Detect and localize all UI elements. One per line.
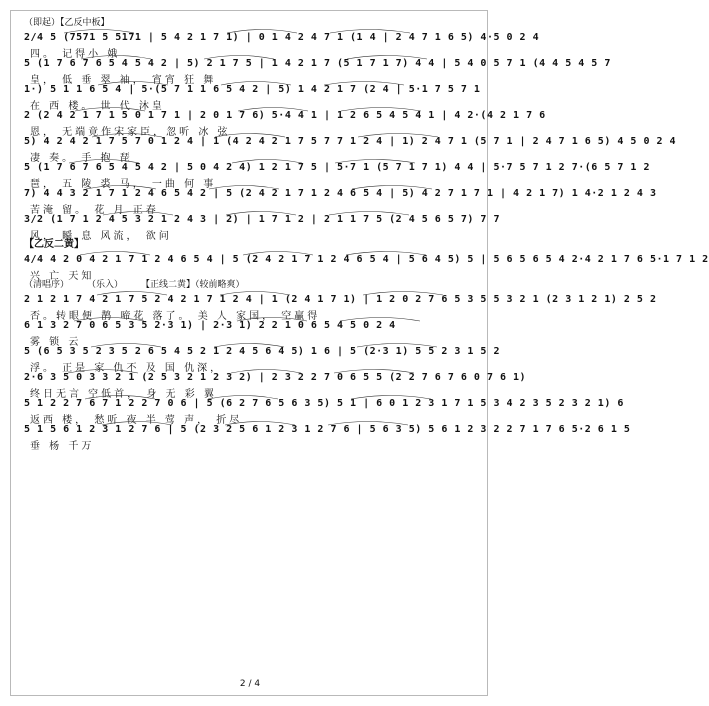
lyric-line: 四。 记得小 娥 bbox=[30, 49, 121, 60]
system-row bbox=[24, 108, 546, 138]
notation-line: 2·6 3 5 0 3 3 2 1 (2 5 3 2 1 2 3 2) | 2 3 2 2 7 0 6 5 5 (2 2 7 6 7 6 0 7 6 1) bbox=[24, 372, 527, 383]
system-row bbox=[24, 344, 500, 374]
notation-line: 1·) 5 1 1 6 5 4 | 5·(5 7 1 1 6 5 4 2 | 5) 1 4 2 1 7 (2 4 | 5·1 7 5 7 1 bbox=[24, 84, 481, 95]
annotation-music-in: （乐入） bbox=[87, 280, 124, 290]
lyric-line: 否。转眼便 鹊 啼花 落了。 美 人 家国， 空赢得 bbox=[30, 311, 321, 322]
system-row bbox=[24, 160, 650, 190]
system-row bbox=[24, 396, 624, 426]
system-row bbox=[24, 30, 540, 60]
system-row bbox=[24, 186, 657, 216]
tempo-marking: （即起） bbox=[24, 18, 61, 28]
lyric-line: 皇， 低 垂 翠 袖， 宵宵 狂 舞 bbox=[30, 75, 217, 86]
notation-line: 2 1 2 1 7 4 2 1 7 5 2 4 2 1 7 1 2 4 | 1 (2 4 1 7 1) | 1 2 0 2 7 6 5 3 5 5 3 2 1 (2 3 1 2 1) 2 5 2 bbox=[24, 294, 657, 305]
notation-line: 6 1 3 2 7 0 6 5 3 5 2·3 1) | 2·3 1) 2 2 1 0 6 5 4 5 0 2 4 bbox=[24, 320, 396, 331]
lyric-line: 垂 杨 千万 bbox=[30, 441, 95, 452]
lyric-line: 在 西 楼。 世 代 沐皇 bbox=[30, 101, 165, 112]
lyric-line: 浮。 正是 家 仇不 及 国 仇深， bbox=[30, 363, 224, 374]
page-number-text: 2 / 4 bbox=[239, 679, 261, 689]
notation-line: 5 (1 7 6 7 6 5 4 5 4 2 | 5) 2 1 7 5 | 1 4 2 1 7 (5 1 7 1 7) 4 4 | 5 4 0 5 7 1 (4 4 5 4 5 7 bbox=[24, 58, 611, 69]
lyric-line: 返西 楼， 愁听 夜 半 莺 声， 折尽 bbox=[30, 415, 243, 426]
lyric-line: 凄 奏。 手 抱 琵 bbox=[30, 153, 133, 164]
annotation-clear-singing: （清唱序） bbox=[24, 280, 70, 290]
system-row bbox=[24, 134, 677, 164]
notation-line: 2/4 5 (7571 5 5171 | 5 4 2 1 7 1) | 0 1 4 2 4 7 1 (1 4 | 2 4 7 1 6 5) 4·5 0 2 4 bbox=[24, 32, 540, 43]
section-header-3: 【正线二黄】 bbox=[141, 280, 196, 290]
system-row bbox=[24, 370, 527, 400]
section-title: 【乙反中板】 bbox=[60, 18, 110, 28]
notation-line: 3/2 (1 7 1 2 4 5 3 2 1 2 4 3 | 2) | 1 7 1 2 | 2 1 1 7 5 (2 4 5 6 5 7) 7 7 bbox=[24, 214, 500, 225]
section-header-1 bbox=[24, 16, 480, 30]
system-row bbox=[24, 422, 631, 452]
notation-line: 5) 4 2 4 2 1 7 5 7 0 1 2 4 | 1 (4 2 4 2 1 7 5 7 7 1 2 4 | 1) 2 4 7 1 (5 7 1 | 2 4 7 1 6 5) 4 5 0 2 4 bbox=[24, 136, 677, 147]
lyric-line: 兴 亡 天知 bbox=[30, 271, 95, 282]
notation-line: 2 (2 4 2 1 7 1 5 0 1 7 1 | 2 0 1 7 6) 5·4 4 1 | 1 2 6 5 4 5 4 1 | 4 2·(4 2 1 7 6 bbox=[24, 110, 546, 121]
notation-line: 5 1 2 2 7 6 7 1 2 2 7 0 6 | 5 (6 2 7 6 5 6 3 5) 5 1 | 6 0 1 2 3 1 7 1 5 3 4 2 3 5 2 3 2 1) 6 bbox=[24, 398, 624, 409]
lyric-line: 雾 锁 云 bbox=[30, 337, 82, 348]
system-row bbox=[24, 252, 709, 282]
notation-line: 5 (1 7 6 7 6 5 4 5 4 2 | 5 0 4 2 4) 1 2 1 7 5 | 5·7 1 (5 7 1 7 1) 4 4 | 5·7 5 7 1 2 7·(6 5 7 1 2 bbox=[24, 162, 650, 173]
notation-line: 4/4 4 2 0 4 2 1 7 1 2 4 6 5 4 | 5 (2 4 2 1 7 1 2 4 6 5 4 | 5 6 4 5) 5 | 5 6 5 6 5 4 2·4 2 1 7 6 5·1 7 1 2 bbox=[24, 254, 709, 265]
lyric-line: 苦淹 留。 花 月 正春 bbox=[30, 205, 159, 216]
score-block-2 bbox=[24, 292, 657, 452]
lyric-line: 终日无言 空低首， 身 无 彩 翼 bbox=[30, 389, 217, 400]
lyric-line: 琶， 五 陵 裘 马， 一曲 何 事 bbox=[30, 179, 217, 190]
lyric-line: 恩， 无端竟作宋家臣，忽听 冰 弦 bbox=[30, 127, 231, 138]
system-row bbox=[24, 82, 481, 112]
section-header-2: 【乙反二黄】 bbox=[24, 239, 84, 250]
notation-line: 5 (6 5 3 5 2 3 5 2 6 5 4 5 2 1 2 4 5 6 4 5) 1 6 | 5 (2·3 1) 5 5 2 3 1 5 2 bbox=[24, 346, 500, 357]
notation-line: 7) 4 4 3 2 1 7 1 2 4 6 5 4 2 | 5 (2 4 2 1 7 1 2 4 6 5 4 | 5) 4 2 7 1 7 1 | 4 2 1 7) 1 4·2 1 2 4 3 bbox=[24, 188, 657, 199]
lyric-line: 风， 瞬 息 风流， 欲问 bbox=[30, 231, 172, 242]
tempo-marking-2: （较前略爽） bbox=[195, 280, 245, 290]
score-block-1 bbox=[24, 30, 677, 242]
system-row bbox=[24, 292, 657, 322]
system-row bbox=[24, 318, 480, 348]
system-row bbox=[24, 212, 500, 242]
score bbox=[24, 16, 709, 452]
notation-line: 5 1 5 6 1 2 3 1 2 7 6 | 5 (2 3 2 5 6 1 2 3 1 2 7 6 | 5 6 3 5) 5 6 1 2 3 2 2 7 1 7 6 5·2 6 1 5 bbox=[24, 424, 631, 435]
system-row bbox=[24, 56, 611, 86]
page-number bbox=[0, 679, 500, 689]
